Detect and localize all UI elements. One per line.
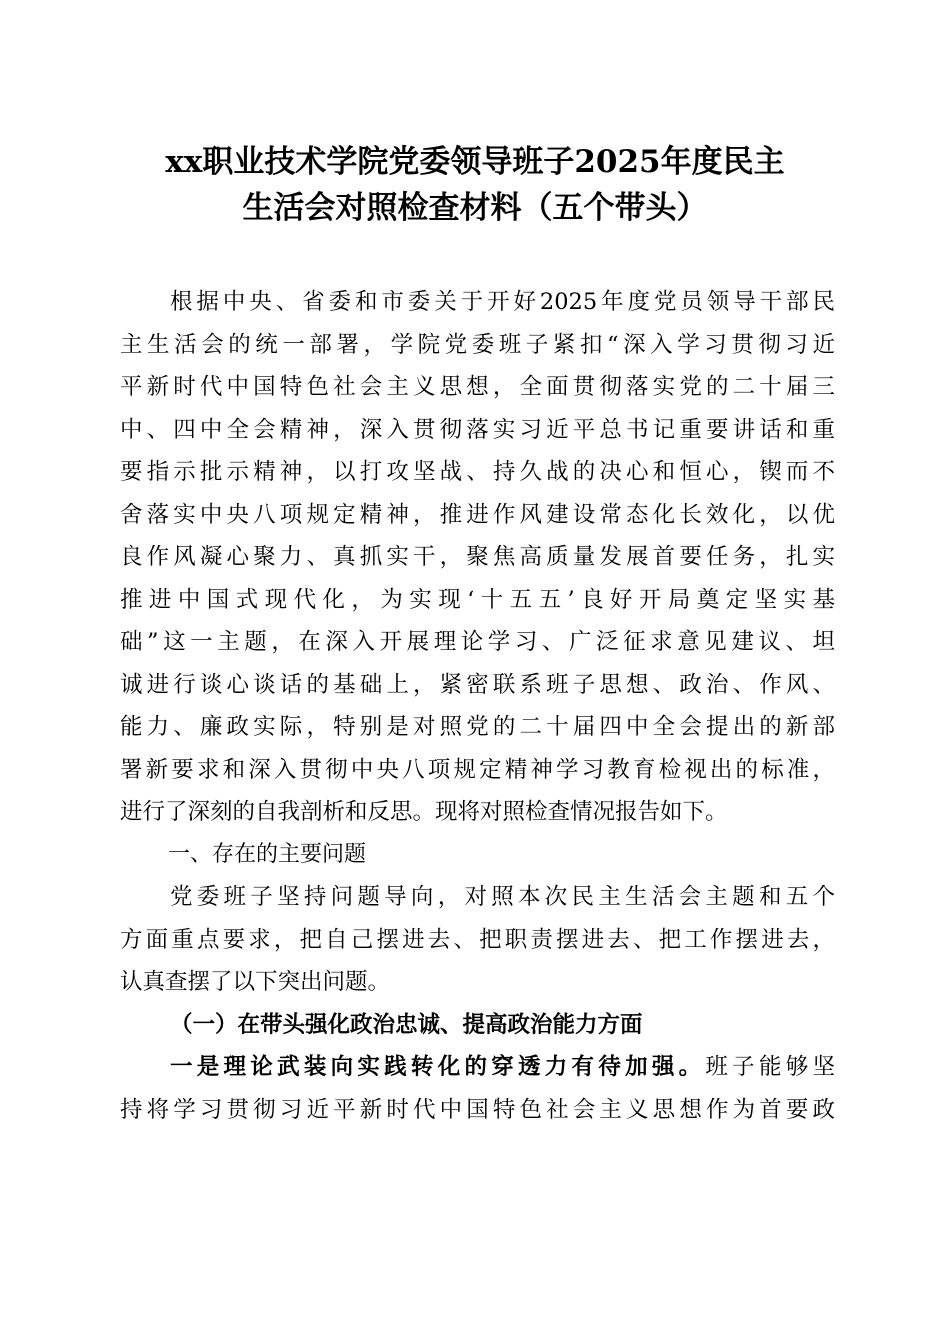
section-heading-2: （一）在带头强化政治忠诚、提高政治能力方面: [170, 1011, 643, 1038]
paragraph-1-line: 诚进行谈心谈话的基础上，紧密联系班子思想、政治、作风、: [120, 671, 835, 698]
document-body: [120, 281, 835, 1131]
paragraph-3-lead: 一是理论武装向实践转化的穿透力有待加强。: [170, 1054, 706, 1080]
paragraph-2-line: 认真查摆了以下突出问题。: [120, 969, 391, 995]
paragraph-1-line: 要指示批示精神，以打攻坚战、持久战的决心和恒心，锲而不: [120, 459, 835, 485]
paragraph-3-line: 持将学习贯彻习近平新时代中国特色社会主义思想作为首要政: [120, 1096, 835, 1123]
paragraph-1-line: 平新时代中国特色社会主义思想，全面贯彻落实党的二十届三: [120, 374, 835, 400]
document-title-line-2: 生活会对照检查材料（五个带头）: [242, 190, 708, 226]
paragraph-3-line-1-rest: 班子能够坚: [705, 1054, 835, 1080]
paragraph-1-line: 舍落实中央八项规定精神，推进作风建设常态化长效化，以优: [120, 501, 835, 528]
paragraph-1-line: 主生活会的统一部署，学院党委班子紧扣“深入学习贯彻习近: [120, 331, 835, 358]
section-heading-1: 一、存在的主要问题: [168, 841, 367, 867]
paragraph-2-line: 方面重点要求，把自己摆进去、把职责摆进去、把工作摆进去，: [120, 926, 835, 953]
paragraph-3-line: [120, 1046, 835, 1089]
document-title-line-1: xx职业技术学院党委领导班子2025年度民主: [165, 144, 785, 180]
paragraph-1-line: 良作风凝心聚力、真抓实干，聚焦高质量发展首要任务，扎实: [120, 544, 835, 570]
paragraph-1-line: 进行了深刻的自我剖析和反思。现将对照检查情况报告如下。: [120, 799, 728, 825]
paragraph-2-line: 党委班子坚持问题导向，对照本次民主生活会主题和五个: [170, 884, 835, 910]
paragraph-1-line: 推进中国式现代化，为实现‘十五五’良好开局奠定坚实基: [120, 586, 835, 613]
paragraph-1-line: 根据中央、省委和市委关于开好2025年度党员领导干部民: [170, 289, 835, 315]
paragraph-1-line: 础”这一主题，在深入开展理论学习、广泛征求意见建议、坦: [120, 629, 835, 655]
paragraph-1-line: 中、四中全会精神，深入贯彻落实习近平总书记重要讲话和重: [120, 416, 835, 443]
paragraph-1-line: 能力、廉政实际，特别是对照党的二十届四中全会提出的新部: [120, 714, 835, 740]
paragraph-1-line: 署新要求和深入贯彻中央八项规定精神学习教育检视出的标准，: [120, 756, 835, 783]
